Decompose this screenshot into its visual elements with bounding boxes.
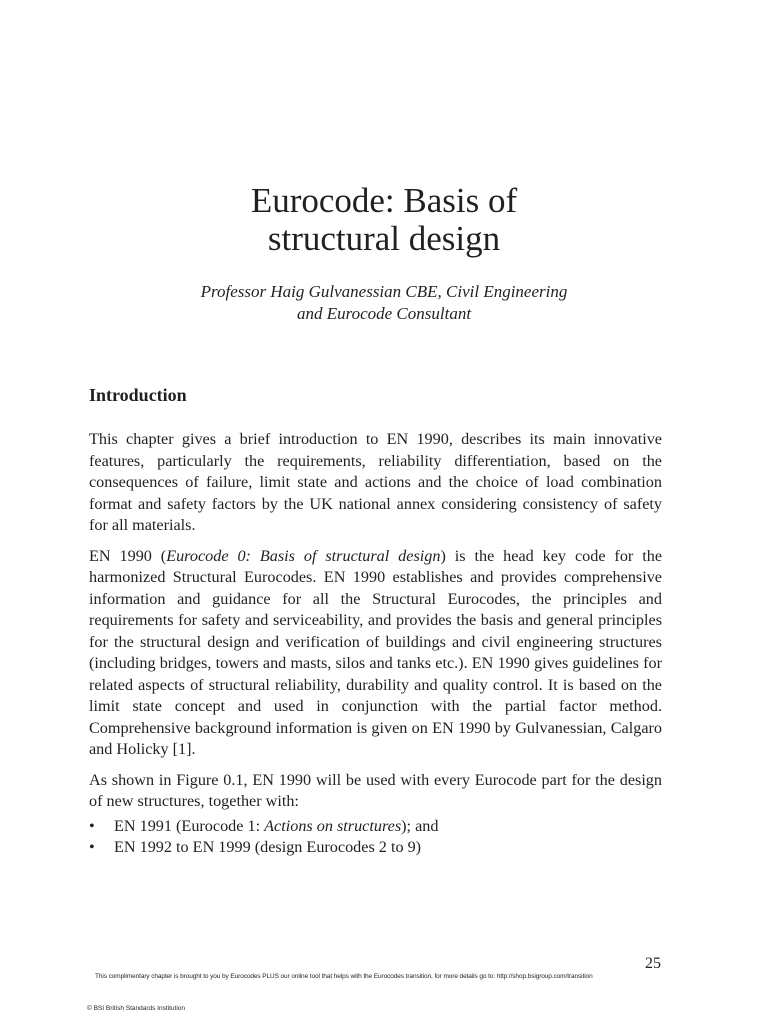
copyright-notice: © BSI British Standards Institution <box>87 1005 186 1012</box>
chapter-title <box>0 182 768 258</box>
footer-note: This complimentary chapter is brought to you by Eurocodes PLUS our online tool that helps with the Eurocodes transition, for more details go to: http://shop.bsigroup.com/transition <box>95 973 593 980</box>
paragraph-2-lead: EN 1990 ( <box>89 546 167 565</box>
chapter-title-line-2: structural design <box>267 219 501 258</box>
bullet-2-text: EN 1992 to EN 1999 (design Eurocodes 2 to 9) <box>114 838 422 856</box>
bullet-1-italic: Actions on structures <box>264 816 402 835</box>
body-text <box>89 429 662 859</box>
bullet-list <box>89 816 662 859</box>
paragraph-1: This chapter gives a brief introduction to EN 1990, describes its main innovative features, particularly the requirements, reliability differentiation, based on the consequences of failure, limit state and actions and the choice of load combination format and safety factors by the UK national annex considering consistency of safety for all materials. <box>89 430 662 534</box>
chapter-title-line-1: Eurocode: Basis of <box>250 181 518 220</box>
section-heading-introduction: Introduction <box>89 385 187 405</box>
bullet-icon: • <box>89 816 95 835</box>
bullet-1-lead: EN 1991 (Eurocode 1: <box>114 816 265 835</box>
paragraph-2-rest: ) is the head key code for the harmonized Structural Eurocodes. EN 1990 establishes and provides comprehensive information and guidance for all the Structural Eurocodes, the principles and requirements for safety and serviceability, and provides the basis and general principles for the structural design and verification of buildings and civil engineering structures (including bridges, towers and masts, silos and tanks etc.). EN 1990 gives guidelines for related aspects of structural reliability, durability and quality control. It is based on the limit state concept and used in conjunction with the partial factor method. Comprehensive background information is given on EN 1990 by Gulvanessian, Calgaro and Holicky [1]. <box>89 546 663 758</box>
page-number: 25 <box>645 955 661 972</box>
bullet-1-rest: ); and <box>401 816 439 835</box>
author-line-2: and Eurocode Consultant <box>296 304 472 323</box>
bullet-icon: • <box>89 838 95 856</box>
paragraph-2 <box>89 546 662 761</box>
list-item <box>89 837 662 859</box>
paragraph-3: As shown in Figure 0.1, EN 1990 will be used with every Eurocode part for the design of new structures, together with: <box>89 770 662 810</box>
paragraph-2-italic-title: Eurocode 0: Basis of structural design <box>166 546 441 565</box>
list-item <box>89 816 662 838</box>
author-byline <box>0 281 768 325</box>
author-line-1: Professor Haig Gulvanessian CBE, Civil Engineering <box>200 282 568 301</box>
